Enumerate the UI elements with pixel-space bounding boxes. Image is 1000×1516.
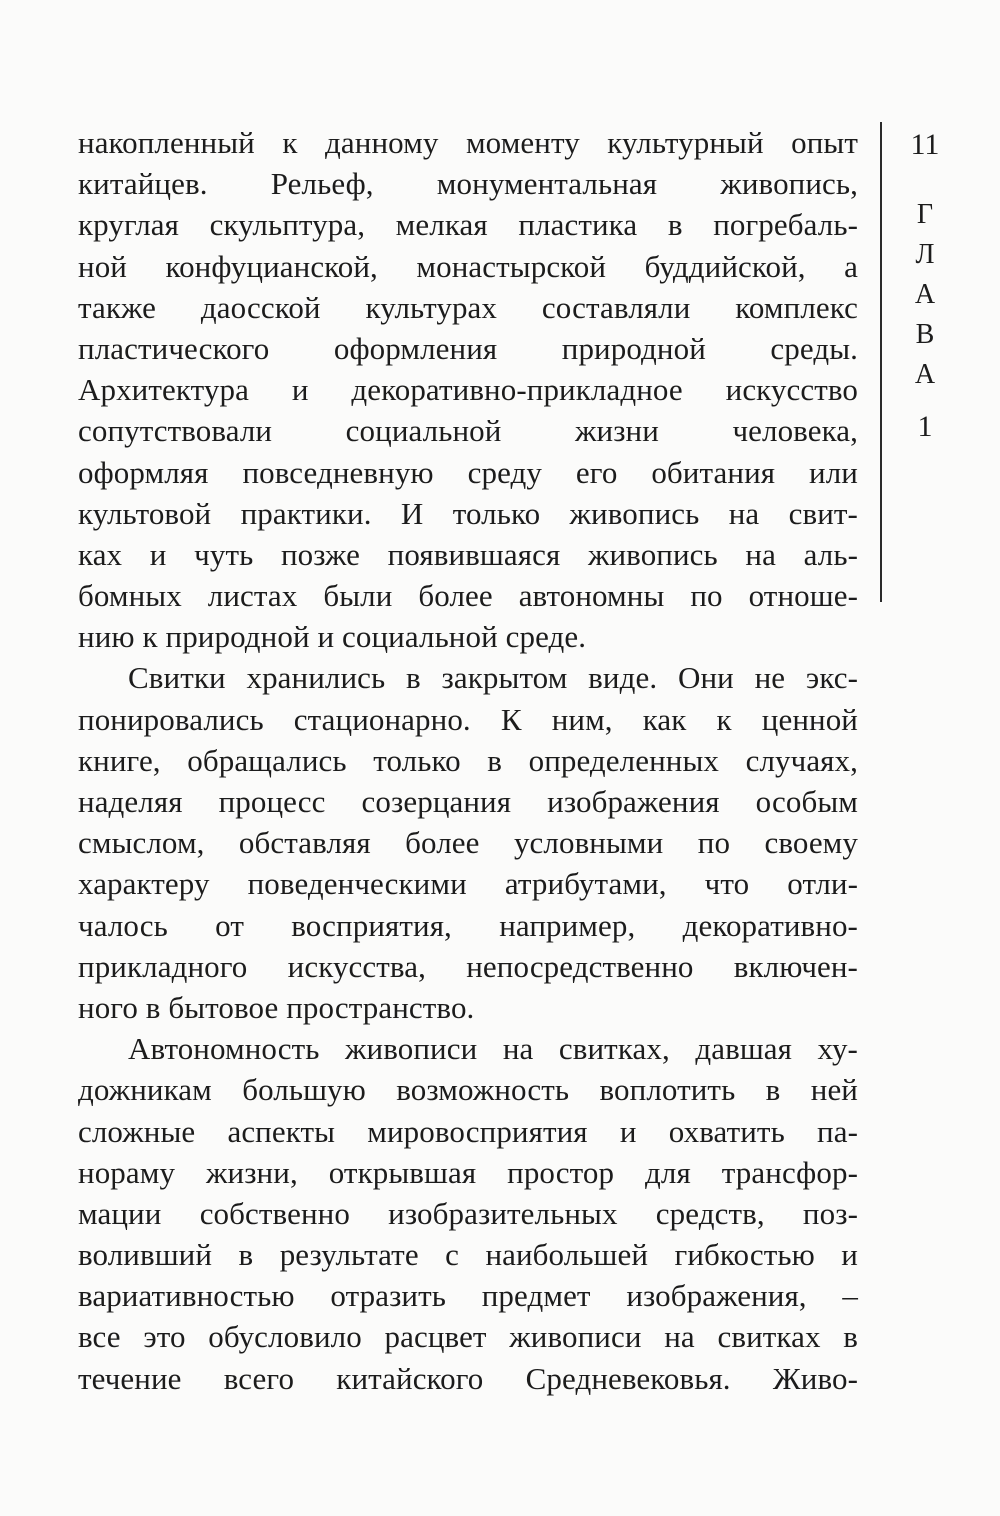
text-line: нию к природной и социальной среде. (78, 619, 587, 655)
text-line: течение всего китайского Средневековья. Живо- (78, 1360, 858, 1396)
text-line: чалось от восприятия, например, декоративно- (78, 907, 858, 943)
paragraph-1 (78, 122, 858, 657)
text-line: Автономность живописи на свитках, давшая ху- (128, 1031, 858, 1067)
text-line: пластического оформления природной среды. (78, 330, 858, 366)
text-line: мации собственно изобразительных средств, поз- (78, 1195, 858, 1231)
chapter-number: 1 (917, 410, 933, 443)
chapter-label (890, 195, 960, 395)
text-line: смыслом, обставляя более условными по своему (78, 825, 858, 861)
paragraph-3 (78, 1028, 858, 1399)
text-line: накопленный к данному моменту культурный опыт (78, 125, 858, 160)
text-line: характеру поведенческими атрибутами, что отли- (78, 866, 858, 902)
text-line: бомных листах были более автономны по отноше- (78, 578, 858, 614)
body-text (78, 122, 858, 1399)
text-line: ной конфуцианской, монастырской буддийской, а (78, 248, 858, 284)
margin-rule (880, 122, 882, 602)
text-line: китайцев. Рельеф, монументальная живопись, (78, 166, 858, 202)
text-line: нораму жизни, открывшая простор для трансфор- (78, 1154, 858, 1190)
chapter-letter: А (914, 279, 936, 310)
chapter-letter: А (914, 359, 936, 390)
text-line: ного в бытовое пространство. (78, 989, 475, 1025)
text-line: Свитки хранились в закрытом виде. Они не экс- (128, 660, 858, 696)
text-line: культовой практики. И только живопись на свит- (78, 495, 858, 531)
text-line: круглая скульптура, мелкая пластика в погребаль- (78, 207, 858, 243)
text-line: все это обусловило расцвет живописи на свитках в (78, 1319, 858, 1355)
text-line: вариативностью отразить предмет изображения, – (78, 1278, 858, 1314)
text-line: прикладного искусства, непосредственно включен- (78, 948, 858, 984)
chapter-letter: Г (916, 199, 934, 230)
text-line: наделяя процесс созерцания изображения особым (78, 784, 858, 819)
text-line: также даосской культурах составляли комплекс (78, 289, 858, 325)
text-line: понировались стационарно. К ним, как к ценной (78, 701, 858, 737)
text-line: книге, обращались только в определенных случаях, (78, 742, 858, 778)
text-line: сложные аспекты мировосприятия и охватить па- (78, 1113, 858, 1149)
text-line: оформляя повседневную среду его обитания или (78, 454, 858, 490)
text-line: дожникам большую возможность воплотить в ней (78, 1072, 858, 1108)
text-line: ках и чуть позже появившаяся живопись на аль- (78, 536, 858, 572)
text-line: воливший в результате с наибольшей гибкостью и (78, 1237, 858, 1273)
text-line: Архитектура и декоративно-прикладное искусство (78, 372, 858, 408)
chapter-letter: В (915, 319, 935, 350)
page-number: 11 (910, 128, 940, 161)
text-line: сопутствовали социальной жизни человека, (78, 413, 858, 449)
paragraph-2 (78, 657, 858, 1028)
chapter-letter: Л (915, 239, 935, 270)
